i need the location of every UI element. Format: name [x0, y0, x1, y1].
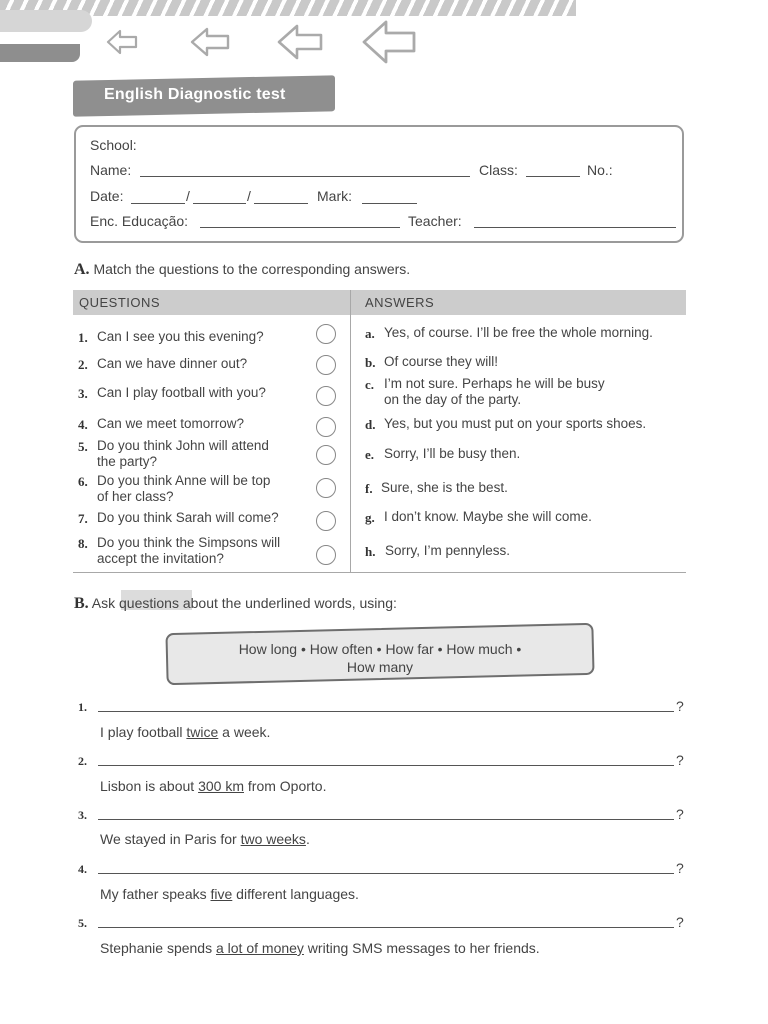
- section-b-letter: B.: [74, 595, 89, 612]
- mark-label: Mark:: [317, 188, 352, 204]
- prompt-sentence: [100, 724, 270, 740]
- question-text: Do you think Sarah will come?: [97, 510, 279, 525]
- underlined-word: twice: [186, 724, 219, 740]
- prompt-sentence: [100, 940, 540, 956]
- word-bank: [166, 640, 594, 676]
- item-number: 1.: [78, 700, 87, 714]
- answer-letter: h.: [365, 544, 376, 559]
- match-table-header: [73, 290, 686, 315]
- date-month-field[interactable]: [193, 203, 246, 204]
- prompt-sentence: [100, 831, 310, 847]
- questions-header: QUESTIONS: [79, 295, 161, 310]
- answer-text: Of course they will!: [384, 354, 499, 369]
- question-text: Do you think Anne will be top: [97, 473, 271, 488]
- sentence-text: writing SMS messages to her friends.: [303, 940, 540, 956]
- question-number: 2.: [78, 357, 88, 372]
- question-text: Can I see you this evening?: [97, 329, 264, 344]
- school-label: School:: [90, 137, 137, 153]
- answer-text: I’m not sure. Perhaps he will be busy: [384, 376, 605, 391]
- answers-header: ANSWERS: [365, 295, 435, 310]
- date-separator: /: [247, 188, 251, 204]
- answer-circle[interactable]: [316, 355, 336, 375]
- question-text: Can I play football with you?: [97, 385, 266, 400]
- answer-text-continued: on the day of the party.: [384, 392, 522, 407]
- question-text-continued: of her class?: [97, 489, 174, 504]
- sentence-text: from Oporto.: [244, 778, 327, 794]
- number-label: No.:: [587, 162, 613, 178]
- prompt-sentence: [100, 778, 326, 794]
- prompt-sentence: [100, 886, 359, 902]
- question-mark: ?: [676, 860, 684, 876]
- enc-educacao-field[interactable]: [200, 227, 400, 228]
- section-b-instruction: Ask questions about the underlined words, using:: [91, 595, 397, 611]
- word-bank-line: How many: [346, 659, 414, 675]
- section-a-instruction: Match the questions to the corresponding answers.: [93, 261, 411, 277]
- teacher-label: Teacher:: [408, 213, 462, 229]
- teacher-field[interactable]: [474, 227, 676, 228]
- answer-circle[interactable]: [316, 386, 336, 406]
- answer-circle[interactable]: [316, 324, 336, 344]
- underlined-word: a lot of money: [215, 940, 304, 956]
- sentence-text: I play football: [100, 724, 187, 740]
- answer-letter: g.: [365, 510, 375, 525]
- underlined-word: two weeks: [240, 831, 306, 847]
- word-bank-line: How long • How often • How far • How much •: [238, 641, 522, 657]
- section-a-letter: A.: [74, 261, 90, 278]
- answer-text: Sorry, I’ll be busy then.: [384, 446, 521, 461]
- date-year-field[interactable]: [254, 203, 308, 204]
- answer-text: Sorry, I’m pennyless.: [385, 543, 511, 558]
- page-title: English Diagnostic test: [104, 86, 286, 103]
- answer-line[interactable]: [98, 711, 674, 712]
- item-number: 4.: [78, 862, 87, 876]
- sentence-text: We stayed in Paris for: [100, 831, 241, 847]
- answer-letter: b.: [365, 355, 376, 370]
- question-mark: ?: [676, 698, 684, 714]
- question-text-continued: the party?: [97, 454, 158, 469]
- answer-line[interactable]: [98, 873, 674, 874]
- sentence-text: different languages.: [232, 886, 359, 902]
- answer-letter: c.: [365, 377, 375, 392]
- arrow-left-icon: [190, 26, 230, 58]
- answer-circle[interactable]: [316, 511, 336, 531]
- answer-text: Sure, she is the best.: [381, 480, 508, 495]
- answer-circle[interactable]: [316, 417, 336, 437]
- name-label: Name:: [90, 162, 132, 178]
- answer-circle[interactable]: [316, 545, 336, 565]
- class-field[interactable]: [526, 176, 580, 177]
- mark-field[interactable]: [362, 203, 417, 204]
- date-label: Date:: [90, 188, 124, 204]
- answer-letter: e.: [365, 447, 375, 462]
- question-number: 7.: [78, 511, 88, 526]
- item-number: 5.: [78, 916, 87, 930]
- answer-circle[interactable]: [316, 445, 336, 465]
- name-field[interactable]: [140, 176, 470, 177]
- date-day-field[interactable]: [131, 203, 185, 204]
- question-number: 5.: [78, 439, 88, 454]
- question-text: Can we have dinner out?: [97, 356, 248, 371]
- header-tab-dark: [0, 44, 80, 62]
- question-number: 1.: [78, 330, 88, 345]
- question-mark: ?: [676, 914, 684, 930]
- question-number: 4.: [78, 417, 88, 432]
- sentence-text: Lisbon is about: [100, 778, 199, 794]
- question-number: 6.: [78, 474, 88, 489]
- question-number: 8.: [78, 536, 88, 551]
- class-label: Class:: [479, 162, 518, 178]
- underlined-word: 300 km: [198, 778, 244, 794]
- enc-educacao-label: Enc. Educação:: [90, 213, 189, 229]
- question-mark: ?: [676, 806, 684, 822]
- question-number: 3.: [78, 386, 88, 401]
- sentence-text: My father speaks: [100, 886, 211, 902]
- answer-text: I don’t know. Maybe she will come.: [384, 509, 592, 524]
- answer-line[interactable]: [98, 927, 674, 928]
- section-a-heading: [74, 261, 410, 279]
- question-text: Do you think the Simpsons will: [97, 535, 281, 550]
- answer-text: Yes, of course. I’ll be free the whole morning.: [384, 325, 653, 340]
- table-bottom-rule: [73, 572, 686, 573]
- answer-circle[interactable]: [316, 478, 336, 498]
- answer-letter: f.: [365, 481, 373, 496]
- question-mark: ?: [676, 752, 684, 768]
- question-text-continued: accept the invitation?: [97, 551, 224, 566]
- underlined-word: five: [210, 886, 233, 902]
- item-number: 2.: [78, 754, 87, 768]
- date-separator: /: [186, 188, 190, 204]
- question-text: Can we meet tomorrow?: [97, 416, 245, 431]
- arrow-left-icon: [362, 19, 416, 65]
- arrow-left-icon: [277, 23, 323, 61]
- table-divider: [350, 290, 351, 573]
- header-tab-light: [0, 10, 92, 32]
- answer-letter: d.: [365, 417, 376, 432]
- answer-line[interactable]: [98, 819, 674, 820]
- sentence-text: Stephanie spends: [100, 940, 216, 956]
- answer-letter: a.: [365, 326, 375, 341]
- arrow-left-icon: [106, 28, 138, 56]
- answer-text: Yes, but you must put on your sports shoes.: [384, 416, 647, 431]
- item-number: 3.: [78, 808, 87, 822]
- answer-line[interactable]: [98, 765, 674, 766]
- question-text: Do you think John will attend: [97, 438, 269, 453]
- sentence-text: a week.: [218, 724, 271, 740]
- section-b-heading: [74, 595, 397, 613]
- sentence-text: .: [305, 831, 310, 847]
